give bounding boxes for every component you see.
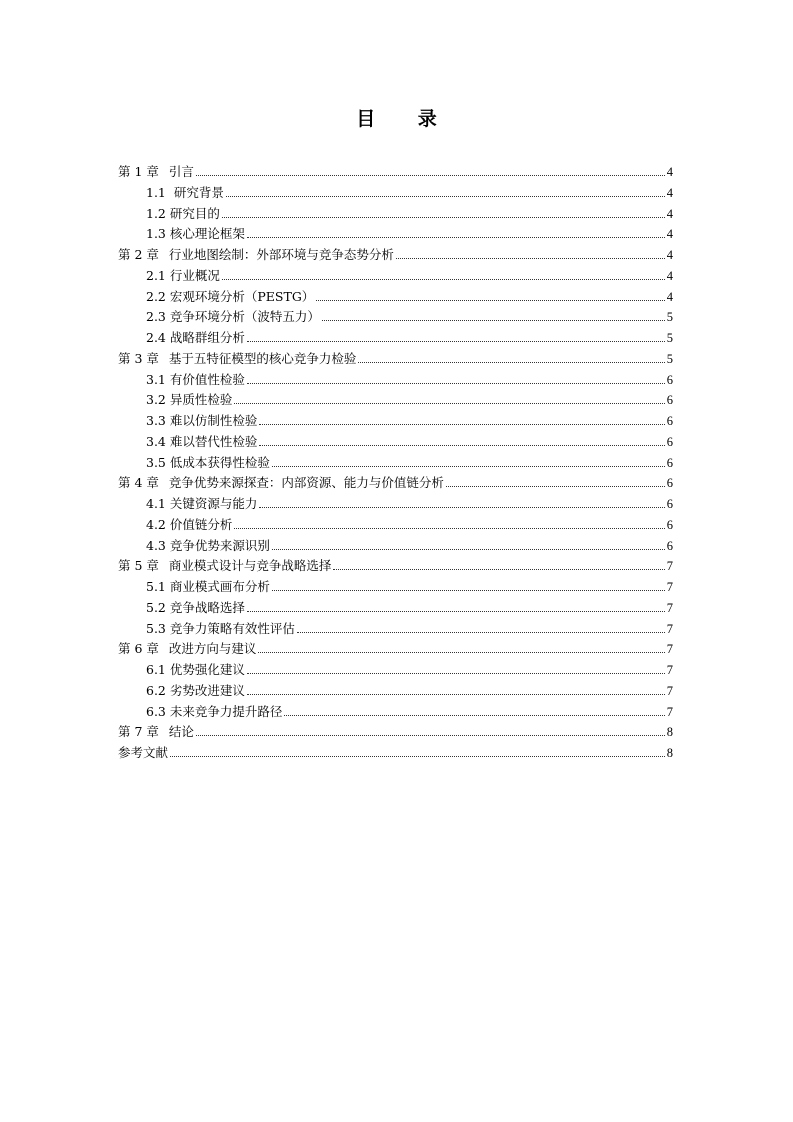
- toc-entry-number: 2.3: [146, 309, 166, 325]
- toc-entry[interactable]: [118, 266, 673, 287]
- toc-entry-number: 2.1: [146, 267, 166, 283]
- toc-entry-number: 1.1: [146, 184, 166, 200]
- toc-entry-number: 第 7 章: [118, 724, 159, 740]
- toc-entry[interactable]: [118, 660, 673, 681]
- toc-entry[interactable]: [118, 183, 673, 204]
- toc-entry-title: 竞争优势来源探查：内部资源、能力与价值链分析: [168, 475, 444, 491]
- toc-entry-label: [146, 515, 232, 536]
- toc-entry[interactable]: [118, 639, 673, 660]
- toc-entry-title: 难以仿制性检验: [169, 413, 258, 428]
- toc-entry-label: [146, 598, 245, 619]
- toc-leader-dots: [259, 445, 664, 446]
- toc-entry[interactable]: [118, 411, 673, 432]
- toc-entry-number: 4.1: [146, 496, 166, 511]
- toc-entry[interactable]: [118, 681, 673, 702]
- toc-entry-number: 2.2: [146, 288, 166, 304]
- toc-entry-title: 核心理论框架: [169, 226, 245, 242]
- toc-entry-label: [118, 722, 194, 743]
- toc-leader-dots: [234, 528, 664, 529]
- toc-entry-number: 2.4: [146, 330, 166, 345]
- toc-entry-title: 行业地图绘制：外部环境与竞争态势分析: [168, 247, 394, 262]
- toc-page-number: 6: [666, 455, 673, 470]
- toc-leader-dots: [284, 715, 664, 716]
- toc-entry-title: 竞争力策略有效性评估: [169, 620, 295, 636]
- toc-entry-title: 结论: [168, 724, 194, 740]
- toc-page-number: 4: [666, 206, 673, 221]
- toc-entry-title: 竞争战略选择: [169, 599, 245, 615]
- toc-entry-label: [146, 328, 245, 349]
- toc-entry-number: 5.3: [146, 620, 166, 636]
- toc-entry-title: 竞争环境分析（波特五力）: [169, 309, 320, 325]
- toc-entry-label: [118, 245, 394, 266]
- toc-page-number: 7: [666, 621, 673, 636]
- toc-page-number: 7: [666, 704, 673, 719]
- toc-page-number: 8: [666, 725, 673, 740]
- toc-page-number: 7: [666, 559, 673, 574]
- toc-leader-dots: [316, 300, 664, 301]
- toc-leader-dots: [322, 320, 665, 321]
- toc-entry-number: 1.2: [146, 205, 166, 221]
- toc-leader-dots: [259, 507, 664, 508]
- toc-entry-label: [146, 577, 270, 598]
- toc-entry[interactable]: [118, 307, 673, 328]
- toc-entry-label: [146, 619, 295, 640]
- toc-entry-title: 劣势改进建议: [169, 682, 245, 698]
- toc-entry-label: [118, 162, 194, 183]
- toc-entry-number: 第 4 章: [118, 475, 159, 491]
- toc-entry-title: 研究背景: [169, 184, 224, 200]
- toc-leader-dots: [247, 673, 665, 674]
- toc-leader-dots: [247, 383, 665, 384]
- toc-entry-title: 行业概况: [169, 267, 220, 283]
- toc-entry-label: [146, 370, 245, 391]
- toc-entry[interactable]: [118, 473, 673, 494]
- toc-page-number: 5: [666, 310, 673, 325]
- toc-leader-dots: [247, 694, 665, 695]
- toc-entry-label: [118, 473, 444, 494]
- toc-page-number: 7: [666, 580, 673, 594]
- toc-entry-title: 引言: [168, 164, 194, 179]
- toc-entry[interactable]: [118, 453, 673, 474]
- page-title: 目 录: [356, 108, 455, 130]
- toc-entry-label: [146, 681, 245, 702]
- toc-leader-dots: [196, 735, 665, 736]
- toc-entry[interactable]: [118, 743, 673, 764]
- toc-entry-label: [146, 266, 220, 287]
- toc-entry[interactable]: [118, 224, 673, 245]
- toc-entry-label: [118, 743, 168, 764]
- toc-page-number: 7: [666, 600, 673, 615]
- toc-leader-dots: [333, 569, 664, 570]
- toc-entry-number: 3.3: [146, 413, 166, 428]
- toc-entry-number: 6.1: [146, 662, 166, 677]
- toc-entry[interactable]: [118, 162, 673, 183]
- toc-entry-label: [118, 639, 256, 660]
- toc-page-number: 4: [666, 227, 673, 242]
- toc-entry-title: 竞争优势来源识别: [169, 537, 270, 553]
- toc-entry-number: 第 6 章: [118, 641, 159, 657]
- toc-entry[interactable]: [118, 619, 673, 640]
- toc-entry[interactable]: [118, 245, 673, 266]
- toc-entry[interactable]: [118, 494, 673, 515]
- toc-page-number: 4: [666, 185, 673, 200]
- toc-entry-number: 5.2: [146, 599, 166, 615]
- toc-entry-label: [146, 204, 220, 225]
- toc-entry[interactable]: [118, 349, 673, 370]
- toc-entry-title: 关键资源与能力: [169, 496, 258, 511]
- toc-entry-title: 研究目的: [169, 205, 220, 221]
- toc-leader-dots: [234, 403, 664, 404]
- toc-entry-title: 战略群组分析: [169, 330, 245, 345]
- toc-leader-dots: [272, 549, 665, 550]
- toc-entry-label: [146, 432, 257, 453]
- toc-leader-dots: [297, 632, 665, 633]
- toc-page-number: 8: [666, 746, 673, 760]
- toc-entry-label: [146, 183, 224, 204]
- toc-page-number: 6: [666, 414, 673, 428]
- toc-entry-title: 基于五特征模型的核心竞争力检验: [168, 350, 357, 366]
- toc-entry-label: [146, 702, 282, 723]
- toc-leader-dots: [196, 175, 665, 176]
- toc-entry-title: 优势强化建议: [169, 662, 245, 677]
- toc-leader-dots: [226, 196, 665, 197]
- toc-entry[interactable]: [118, 598, 673, 619]
- toc-entry-number: 第 5 章: [118, 558, 159, 574]
- toc-leader-dots: [446, 486, 665, 487]
- toc-entry-number: 第 3 章: [118, 350, 159, 366]
- toc-entry-label: [146, 411, 257, 432]
- toc-entry-title: 难以替代性检验: [169, 433, 258, 449]
- toc-entry-title: 宏观环境分析（PESTG）: [169, 288, 315, 304]
- toc-entry[interactable]: [118, 390, 673, 411]
- toc-entry[interactable]: [118, 328, 673, 349]
- toc-entry-title: 改进方向与建议: [168, 641, 257, 657]
- toc-entry[interactable]: [118, 556, 673, 577]
- toc-page-number: 6: [666, 393, 673, 408]
- toc-leader-dots: [222, 279, 665, 280]
- toc-entry-title: 未来竞争力提升路径: [169, 703, 283, 719]
- toc-entry-label: [118, 556, 331, 577]
- toc-entry-label: [146, 536, 270, 557]
- toc-page-number: 7: [666, 663, 673, 677]
- toc-entry-number: 6.2: [146, 682, 166, 698]
- toc-leader-dots: [272, 466, 665, 467]
- table-of-contents: [118, 162, 673, 764]
- toc-page-number: 6: [666, 372, 673, 387]
- toc-entry[interactable]: [118, 515, 673, 536]
- toc-leader-dots: [247, 237, 665, 238]
- toc-entry-title: 低成本获得性检验: [169, 454, 270, 470]
- toc-page-number: 7: [666, 642, 673, 657]
- toc-entry-label: [146, 307, 320, 328]
- toc-leader-dots: [358, 362, 664, 363]
- toc-entry-number: 4.2: [146, 516, 166, 532]
- toc-leader-dots: [258, 652, 664, 653]
- toc-entry-title: 有价值性检验: [169, 371, 245, 387]
- toc-entry[interactable]: [118, 702, 673, 723]
- toc-entry-number: 第 1 章: [118, 164, 159, 179]
- toc-entry-title: 商业模式设计与竞争战略选择: [168, 558, 332, 574]
- toc-entry-number: 6.3: [146, 703, 166, 719]
- toc-entry-number: 4.3: [146, 537, 166, 553]
- toc-entry-label: [146, 390, 232, 411]
- toc-entry-label: [118, 349, 356, 370]
- toc-entry-title: 价值链分析: [169, 516, 233, 532]
- toc-page-number: 4: [666, 268, 673, 283]
- toc-leader-dots: [170, 756, 665, 757]
- toc-entry-title: 异质性检验: [169, 392, 233, 408]
- toc-leader-dots: [396, 258, 665, 259]
- toc-page-number: 7: [666, 683, 673, 698]
- toc-entry-number: 3.4: [146, 433, 166, 449]
- toc-page-number: 6: [666, 538, 673, 553]
- toc-leader-dots: [259, 424, 664, 425]
- toc-leader-dots: [247, 341, 665, 342]
- toc-entry-number: 3.5: [146, 454, 166, 470]
- toc-leader-dots: [272, 590, 665, 591]
- toc-page-number: 4: [666, 165, 673, 179]
- toc-page-number: 6: [666, 497, 673, 511]
- toc-entry[interactable]: [118, 722, 673, 743]
- toc-entry-label: [146, 494, 257, 515]
- toc-page-number: 5: [666, 331, 673, 345]
- toc-page-number: 4: [666, 248, 673, 262]
- toc-entry[interactable]: [118, 370, 673, 391]
- toc-page-number: 6: [666, 434, 673, 449]
- toc-page-number: 5: [666, 351, 673, 366]
- toc-entry[interactable]: [118, 577, 673, 598]
- toc-entry-number: 1.3: [146, 226, 166, 242]
- toc-entry-title: 参考文献: [118, 745, 169, 760]
- toc-entry-number: 3.1: [146, 371, 166, 387]
- toc-page-number: 6: [666, 517, 673, 532]
- toc-entry[interactable]: [118, 287, 673, 308]
- toc-entry-label: [146, 660, 245, 681]
- toc-entry-title: 商业模式画布分析: [169, 579, 270, 594]
- toc-page-number: 4: [666, 289, 673, 304]
- toc-entry[interactable]: [118, 204, 673, 225]
- toc-leader-dots: [247, 611, 665, 612]
- toc-entry-number: 3.2: [146, 392, 166, 408]
- toc-entry-label: [146, 224, 245, 245]
- toc-page-number: 6: [666, 476, 673, 491]
- toc-entry-label: [146, 453, 270, 474]
- toc-entry-label: [146, 287, 314, 308]
- toc-entry-number: 5.1: [146, 579, 166, 594]
- toc-entry[interactable]: [118, 432, 673, 453]
- toc-entry[interactable]: [118, 536, 673, 557]
- toc-leader-dots: [222, 217, 665, 218]
- toc-entry-number: 第 2 章: [118, 247, 159, 262]
